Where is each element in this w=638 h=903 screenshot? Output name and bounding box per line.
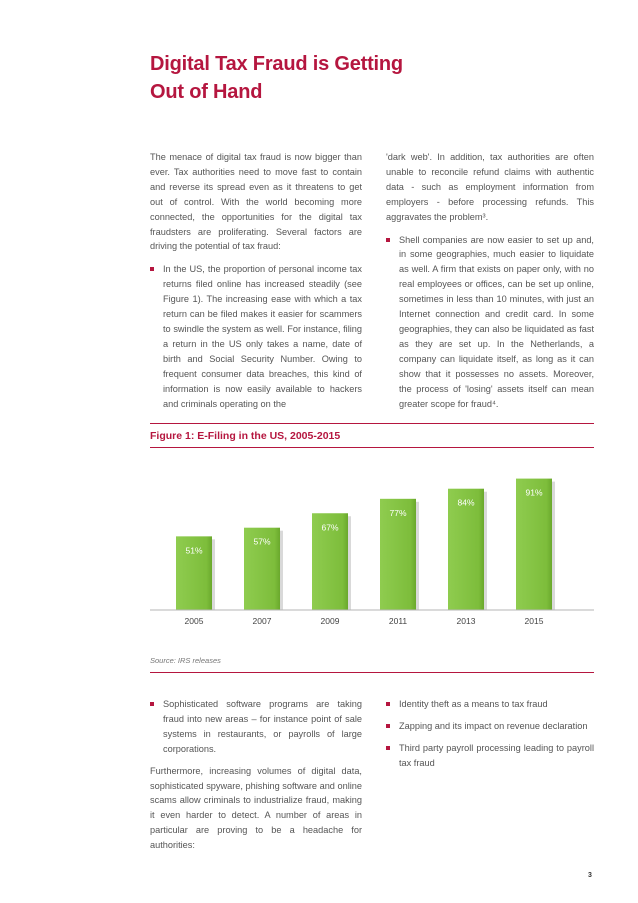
software-column	[150, 697, 362, 861]
figure-bottom-rule	[150, 672, 594, 673]
intro-column	[150, 150, 362, 418]
figure-source: Source: IRS releases	[150, 656, 221, 665]
figure-title: Figure 1: E-Filing in the US, 2005-2015	[150, 430, 341, 442]
bullet-shell-companies: Shell companies are now easier to set up and, in some geographies, much easier to liquidate as well. A firm that exists on paper only, with no real employees or offices, can be set up online, sometimes in less than 10 minutes, with just an Internet connection and credit card. In some geographies, they can also be liquidated as fast as they are set up. In the Netherlands, a company can liquidate itself, as long as it can show that it possesses no assets. Moreover, the process of 'losing' assets itself can mean greater scope for fraud⁴.	[386, 233, 594, 412]
data-label-2009: 67%	[321, 522, 339, 533]
title-line-2: Out of Hand	[150, 81, 263, 103]
bullet-software: Sophisticated software programs are taking fraud into new areas – for instance point of sale systems in restaurants, or payrolls of large corporations.	[150, 697, 362, 757]
continued-paragraph: 'dark web'. In addition, tax authorities are often unable to reconcile refund claims with authentic data - such as employment information from employers - before processing refunds. This aggravates the problem³.	[386, 152, 594, 222]
x-tick-2011: 2011	[388, 616, 408, 626]
data-label-2015: 91%	[525, 487, 543, 498]
x-tick-2015: 2015	[524, 616, 544, 626]
data-label-2007: 57%	[253, 536, 271, 547]
area-item-payroll: Third party payroll processing leading to payroll tax fraud	[386, 741, 594, 771]
x-tick-2005: 2005	[184, 616, 204, 626]
data-label-2005: 51%	[185, 545, 203, 556]
figure-title-rule	[150, 447, 594, 448]
factor-list	[150, 262, 362, 411]
data-label-2013: 84%	[457, 497, 475, 508]
page-number: 3	[588, 872, 592, 879]
x-tick-2013: 2013	[456, 616, 476, 626]
authorities-paragraph: Furthermore, increasing volumes of digital data, sophisticated spyware, phishing software and online scams allow criminals to industrialize fraud, making it even harder to detect. A number of areas in particular are proving to be a headache for authorities:	[150, 765, 362, 851]
intro-column-right	[386, 150, 594, 418]
area-item-identity-theft: Identity theft as a means to tax fraud	[386, 697, 594, 712]
area-item-zapping: Zapping and its impact on revenue declaration	[386, 719, 594, 734]
areas-column	[386, 697, 594, 778]
areas-list	[386, 697, 594, 771]
figure-top-rule	[150, 423, 594, 424]
x-tick-2007: 2007	[252, 616, 272, 626]
factor-list-right	[386, 233, 594, 412]
page-title	[150, 50, 590, 106]
bullet-efiling: In the US, the proportion of personal income tax returns filed online has increased steadily (see Figure 1). The increasing ease with which a tax return can be filed makes it easier for scammers to swindle the system as well. For instance, filing a return in the US only takes a name, date of birth and Social Security Number. Owing to frequent consumer data breaches, this kind of information is now easily available to hackers and criminals operating on the	[150, 262, 362, 411]
bar-2015	[516, 479, 552, 610]
x-tick-2009: 2009	[320, 616, 340, 626]
efiling-bar-chart	[150, 458, 594, 638]
software-list	[150, 697, 362, 757]
intro-paragraph: The menace of digital tax fraud is now bigger than ever. Tax authorities need to move fast to contain and reverse its spread even as it threatens to get out of control. With the world becoming more connected, the opportunities for the digital tax fraudsters are proliferating. Several factors are driving the potential of tax fraud:	[150, 152, 362, 252]
title-line-1: Digital Tax Fraud is Getting	[150, 53, 403, 75]
data-label-2011: 77%	[389, 507, 407, 518]
